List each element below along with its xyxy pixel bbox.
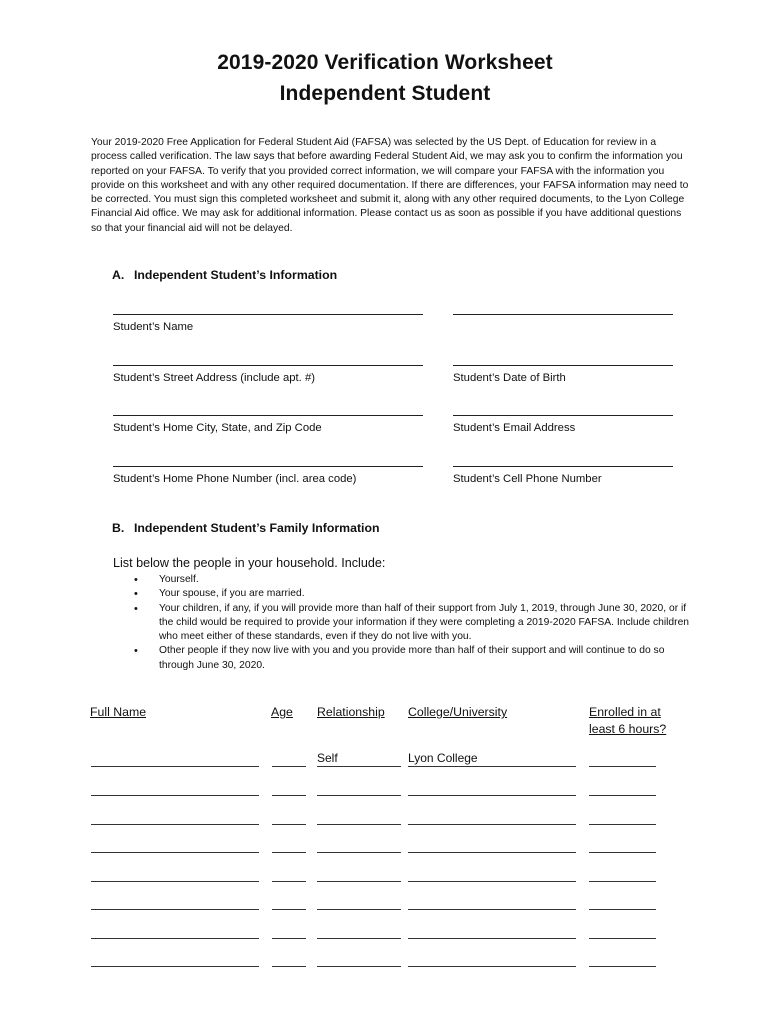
enrolled-blank[interactable] [589,895,656,910]
city-state-zip-line[interactable] [113,415,423,416]
section-a-title: Independent Student’s Information [134,268,338,282]
bullet-item: • Your spouse, if you are married. [113,587,693,601]
college-blank[interactable] [408,867,576,882]
blank-line-top-right[interactable] [453,314,673,315]
header-relationship: Relationship [317,705,385,719]
email-line[interactable] [453,415,673,416]
section-b-title: Independent Student’s Family Information [134,521,380,535]
relationship-blank[interactable] [317,924,401,939]
cell-phone-label: Student’s Cell Phone Number [453,473,602,485]
name-blank[interactable] [91,781,259,796]
section-a-letter: A. [112,268,125,282]
relationship-blank[interactable] [317,952,401,967]
header-age: Age [271,705,293,719]
age-blank[interactable] [272,781,306,796]
street-address-label: Student’s Street Address (include apt. #) [113,372,315,384]
college-blank[interactable] [408,810,576,825]
section-b-letter: B. [112,521,125,535]
age-blank[interactable] [272,867,306,882]
student-name-line[interactable] [113,314,423,315]
name-blank[interactable] [91,952,259,967]
document-subtitle: Independent Student [279,82,491,105]
cell-phone-field[interactable] [453,466,673,485]
row-1-name-blank[interactable] [91,752,259,767]
date-of-birth-line[interactable] [453,365,673,366]
header-college: College/University [408,705,508,719]
age-blank[interactable] [272,810,306,825]
bullet-item: • Your children, if any, if you will provide more than half of their support from July 1, 2019, through June 30, 2020, or if the child would be required to provide your information if they were completing a 2019-2020 FAFSA. Include children who meet either of these standards, even if they do not live with you. [113,602,693,645]
relationship-blank[interactable] [317,781,401,796]
enrolled-blank[interactable] [589,810,656,825]
cell-phone-line[interactable] [453,466,673,467]
row-1-age-blank[interactable] [272,752,306,767]
date-of-birth-label: Student’s Date of Birth [453,372,566,384]
home-phone-label: Student’s Home Phone Number (incl. area code) [113,473,357,485]
enrolled-blank[interactable] [589,781,656,796]
home-phone-line[interactable] [113,466,423,467]
row-1-college-value: Lyon College [408,751,478,765]
relationship-blank[interactable] [317,838,401,853]
name-blank[interactable] [91,810,259,825]
relationship-blank[interactable] [317,867,401,882]
city-state-zip-field[interactable] [113,415,423,434]
enrolled-blank[interactable] [589,924,656,939]
college-blank[interactable] [408,838,576,853]
enrolled-blank[interactable] [589,867,656,882]
enrolled-blank[interactable] [589,952,656,967]
age-blank[interactable] [272,895,306,910]
age-blank[interactable] [272,924,306,939]
name-blank[interactable] [91,867,259,882]
date-of-birth-field[interactable] [453,365,673,384]
enrolled-blank[interactable] [589,838,656,853]
student-name-label: Student’s Name [113,321,194,333]
email-field[interactable] [453,415,673,434]
bullet-item: • Other people if they now live with you and you provide more than half of their support and will continue to do so through June 30, 2020. [113,644,693,673]
blank-field-top-right[interactable] [453,314,673,315]
header-full-name: Full Name [90,705,147,719]
college-blank[interactable] [408,952,576,967]
college-blank[interactable] [408,781,576,796]
age-blank[interactable] [272,952,306,967]
name-blank[interactable] [91,924,259,939]
relationship-blank[interactable] [317,810,401,825]
street-address-field[interactable] [113,365,423,384]
relationship-blank[interactable] [317,895,401,910]
age-blank[interactable] [272,838,306,853]
street-address-line[interactable] [113,365,423,366]
row-1-relationship-value: Self [317,751,338,765]
row-1-enrolled-blank[interactable] [589,752,656,767]
row-1-college-blank[interactable] [408,752,576,767]
intro-paragraph: Your 2019-2020 Free Application for Federal Student Aid (FAFSA) was selected by the US Dept. of Education for review in a process called verification. The law says that before awarding Federal Student Aid, we may ask you to confirm the information you reported on your FAFSA. To verify that you provided correct information, we will compare your FAFSA with the information you provide on this worksheet and with any other required documentation. If there are differences, your FAFSA information may need to be corrected. You must sign this completed worksheet and submit it, along with any other required documents, to the Lyon College Financial Aid office. We may ask for additional information. Please contact us as soon as possible if you have additional questions so that your financial aid will not be delayed. [91,137,689,234]
email-label: Student’s Email Address [453,422,576,434]
city-state-zip-label: Student’s Home City, State, and Zip Code [113,422,322,434]
section-a-heading [112,268,337,282]
college-blank[interactable] [408,924,576,939]
document-title: 2019-2020 Verification Worksheet [217,51,553,74]
college-blank[interactable] [408,895,576,910]
row-1-relationship-blank[interactable] [317,752,401,767]
household-bullet-list [113,573,693,673]
student-name-field[interactable] [113,314,423,333]
household-list-intro: List below the people in your household. Include: [113,556,386,570]
name-blank[interactable] [91,838,259,853]
section-b-heading [112,521,380,535]
name-blank[interactable] [91,895,259,910]
header-enrolled: Enrolled in at least 6 hours? [589,705,667,736]
home-phone-field[interactable] [113,466,423,485]
bullet-item: • Yourself. [113,573,693,587]
